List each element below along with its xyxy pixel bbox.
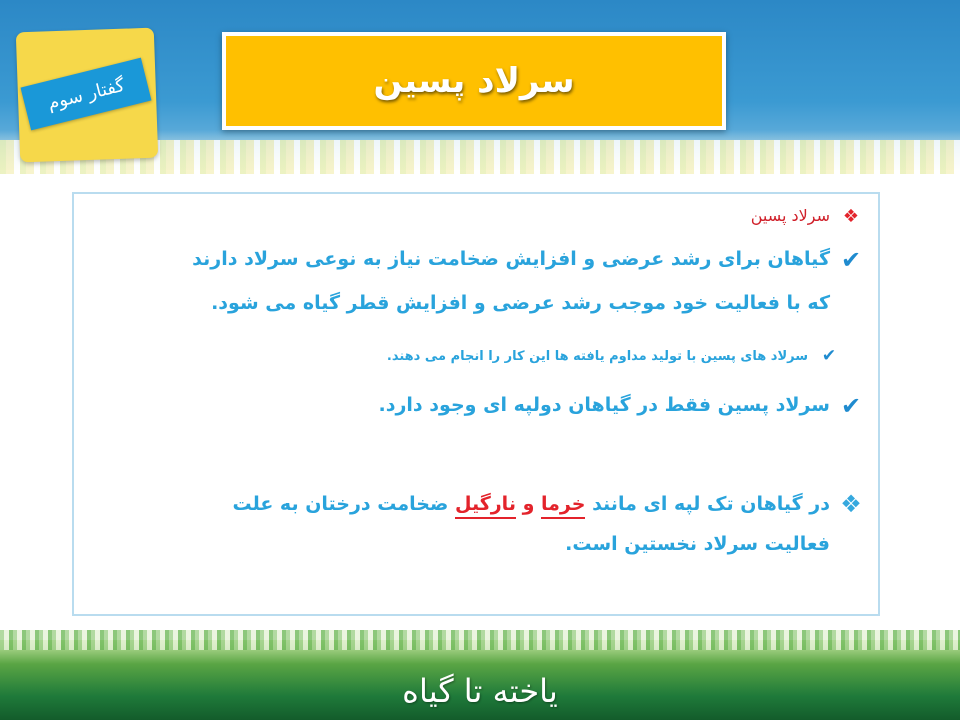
example-coconut: نارگیل	[455, 493, 516, 519]
chapter-label: گفتار سوم	[21, 58, 152, 131]
section-heading-row	[751, 206, 862, 227]
section-heading: سرلاد پسین	[750, 206, 830, 225]
bullet-3	[379, 392, 863, 420]
bullet-1	[86, 246, 862, 316]
diamond-cluster-icon: ❖	[842, 206, 860, 227]
slide-title-box	[222, 32, 726, 130]
monocot-intro: در گیاهان تک لپه ای مانند	[592, 493, 830, 515]
bullet-2	[387, 346, 840, 368]
content-box	[72, 192, 880, 616]
conjunction-and: و	[522, 493, 535, 515]
bullet-1-text	[86, 246, 830, 316]
example-date-palm: خرما	[541, 493, 585, 519]
checkmark-icon: ✔	[821, 346, 837, 366]
bullet-3-text: سرلاد پسین فقط در گیاهان دولپه ای وجود دارد.	[378, 394, 830, 416]
diamond-cluster-icon: ❖	[840, 490, 862, 518]
bullet-1-line-2: که با فعالیت خود موجب رشد عرضی و افزایش قطر گیاه می شود.	[211, 292, 830, 314]
footer-title: یاخته تا گیاه	[402, 672, 558, 710]
monocot-paragraph	[86, 490, 862, 558]
bullet-2-text: سرلاد های پسین با تولید مداوم یافته ها این کار را انجام می دهند.	[386, 349, 808, 364]
checkmark-icon: ✔	[840, 246, 862, 274]
monocot-line-2: فعالیت سرلاد نخستین است.	[565, 533, 830, 555]
monocot-rest: ضخامت درختان به علت	[232, 493, 449, 515]
bullet-1-line-1: گیاهان برای رشد عرضی و افزایش ضخامت نیاز به نوعی سرلاد دارند	[192, 248, 830, 270]
monocot-line-1	[86, 490, 830, 518]
checkmark-icon: ✔	[840, 392, 862, 420]
monocot-paragraph-text	[86, 490, 830, 558]
slide-title: سرلاد پسین	[373, 61, 575, 101]
